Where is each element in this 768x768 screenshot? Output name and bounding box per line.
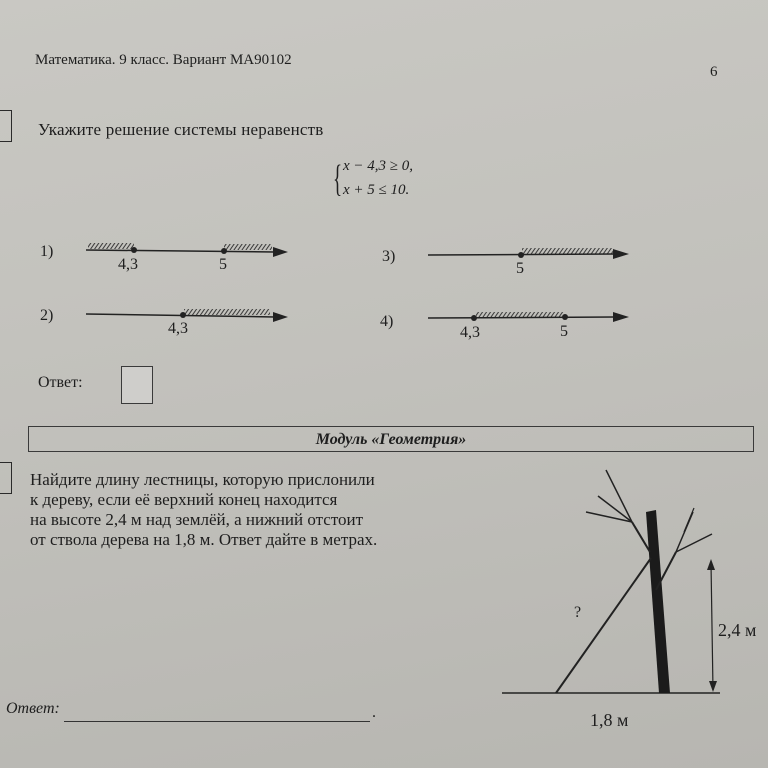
tree-trunk — [646, 510, 670, 693]
option-1-tick-4-3: 4,3 — [118, 256, 138, 273]
ladder-line — [556, 558, 651, 693]
task2-answer-end: . — [372, 704, 376, 721]
header-title: Математика. 9 класс. Вариант МА90102 — [35, 52, 292, 68]
option-1-tick-5: 5 — [219, 256, 227, 273]
height-dimension-line — [711, 563, 713, 690]
system-brace: { — [333, 158, 343, 200]
task2-line-2: к дереву, если её верхний конец находится — [30, 490, 338, 509]
task1-answer-label: Ответ: — [38, 374, 83, 391]
task2-answer-field[interactable] — [64, 721, 370, 722]
option-4-tick-4-3: 4,3 — [460, 324, 480, 341]
tree-branch — [684, 508, 694, 532]
task2-answer-label: Ответ: — [6, 700, 60, 717]
height-label: 2,4 м — [718, 620, 757, 640]
base-label: 1,8 м — [590, 710, 629, 730]
option-4-label: 4) — [380, 313, 394, 330]
option-1-label: 1) — [40, 243, 54, 260]
task2-line-4: от ствола дерева на 1,8 м. Ответ дайте в метрах. — [30, 530, 378, 549]
height-arrow-bottom — [709, 681, 717, 692]
option-4-tick-5: 5 — [560, 323, 568, 340]
system-inequality-2: x + 5 ≤ 10. — [343, 182, 410, 198]
system-inequality-1: x − 4,3 ≥ 0, — [343, 158, 414, 174]
option-2-tick-4-3: 4,3 — [168, 320, 188, 337]
ladder-unknown-label: ? — [574, 604, 582, 621]
option-3-label: 3) — [382, 248, 396, 265]
tree-branch — [676, 534, 712, 552]
task1-question: Укажите решение системы неравенств — [38, 120, 324, 139]
page-number: 6 — [710, 64, 718, 80]
height-arrow-top — [707, 559, 715, 570]
option-2-label: 2) — [40, 307, 54, 324]
task2-line-1: Найдите длину лестницы, которую прислонили — [30, 470, 375, 489]
tree-branch — [606, 470, 632, 522]
option-3-tick-5: 5 — [516, 260, 524, 277]
task2-line-3: на высоте 2,4 м над землёй, а нижний отстоит — [30, 510, 364, 529]
module-title: Модуль «Геометрия» — [28, 426, 754, 452]
